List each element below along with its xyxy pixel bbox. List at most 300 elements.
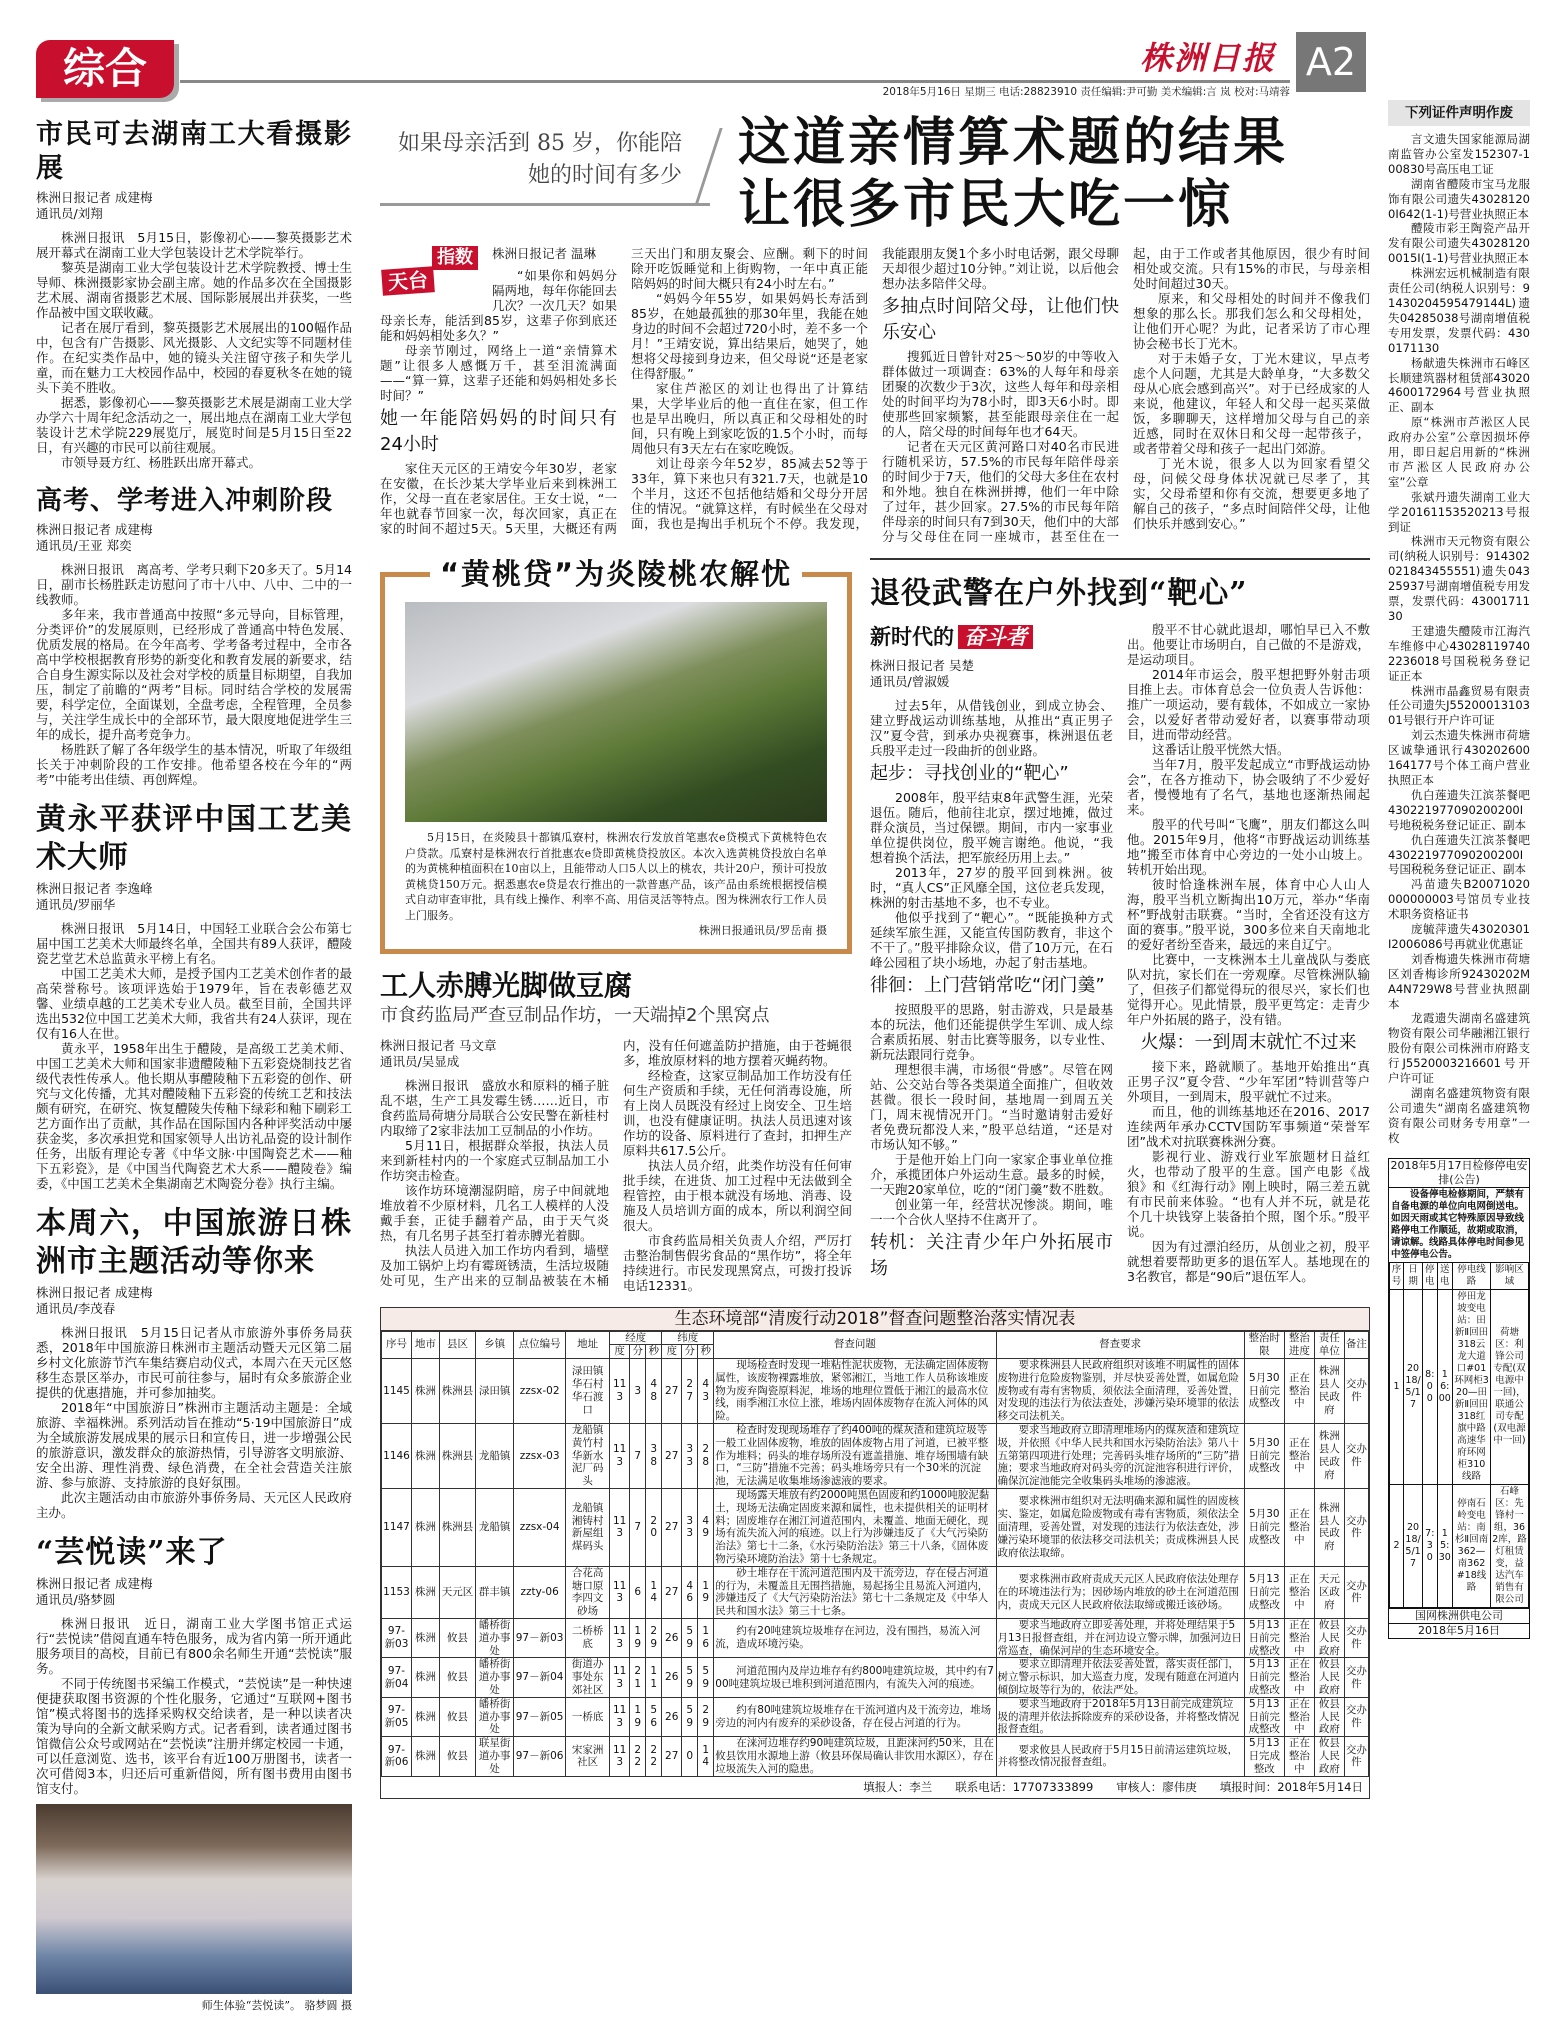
table-cell: 97－新05 [514, 1697, 566, 1736]
table-cell: 20 [646, 1489, 662, 1567]
news-brief [36, 1534, 352, 2014]
column-header: 地址 [566, 1331, 610, 1359]
column-header: 地市 [412, 1331, 440, 1359]
section-tag: 综合 [36, 40, 174, 98]
paragraph: 此次主题活动由市旅游外事侨务局、天元区人民政府主办。 [36, 1490, 352, 1520]
table-cell: 22 [630, 1737, 646, 1776]
table-cell: 交办件 [1344, 1737, 1368, 1776]
table-cell: 113 [610, 1619, 630, 1658]
column-badge [870, 622, 1113, 652]
column-header: 点位编号 [514, 1331, 566, 1359]
table-row [382, 1737, 1369, 1776]
column-label: 新时代的 [870, 625, 954, 649]
library-photo [36, 1804, 352, 1994]
table-row [382, 1424, 1369, 1489]
table-cell: 交办件 [1344, 1697, 1368, 1736]
paragraph: 湖南省醴陵市宝马龙服饰有限公司遗失430281200I642(1-1)号营业执照正本 [1388, 176, 1530, 221]
paragraph: 仇白莲遗失江滨茶餐吧430221977090200200I号地税税务登记证正、副本 [1388, 787, 1530, 832]
paragraph: 市食药监局相关负责人介绍，严厉打击整治制售假劣食品的“黑作坊”，将全年持续进行。市民发现黑窝点，可拨打投诉电话12331。 [623, 1232, 852, 1293]
subhead: 火爆：一到周末就忙不过来 [1140, 1032, 1357, 1053]
table-cell: 7:30 [1423, 1484, 1437, 1607]
power-company: 国网株洲供电公司 [1389, 1608, 1529, 1624]
table-cell: 要求当地政府于2018年5月13日前完成建筑垃圾的清理并依法拆除废弃的采砂设备，并将整改情况报督查组。 [996, 1697, 1244, 1736]
table-cell: 正在整治中 [1284, 1619, 1314, 1658]
table-cell: 停南石岭变电站：南杉Ⅱ回南362—南362#18线路 [1453, 1484, 1491, 1607]
subhead: 徘徊：上门营销常吃“闭门羹” [870, 975, 1105, 996]
column-header: 乡镇 [476, 1331, 514, 1359]
badge-label: 天台 [381, 266, 435, 296]
table-cell: 攸县 [440, 1619, 476, 1658]
table-cell: 97－新03 [514, 1619, 566, 1658]
paragraph: 2014年市运会，殷平想把野外射击项目推上去。市体育总会一位负责人告诉他：推广一项运动，要有载体，不如成立一家协会，以爱好者带动爱好者，以赛事带动项目，进而带动经营。 [1127, 667, 1370, 742]
subhead: 起步：寻找创业的“靶心” [870, 763, 1069, 784]
peach-orchard-photo [405, 602, 827, 822]
paragraph: 记者在天元区黄河路口对40名市民进行随机采访，57.5%的市民每年陪伴母亲的时间少于7天，他们的父母大多住在农村和外地。独自在株洲拼搏，他们一年中除了过年，甚少回家。27.5%的市民每年陪伴母亲的时间只有7到30天，他们中的大部分与父母住在同一座城市，甚至住在一起，由于工作或者其他原因，很少有时间相处或交流。只有15%的市民，与母亲相处时间超过30天。 [882, 246, 1370, 544]
paragraph: 醴陵市彩王陶瓷产品开发有限公司遗失430281200015I(1-1)号营业执照正本 [1388, 221, 1530, 266]
table-cell: 交办件 [1344, 1658, 1368, 1697]
table-cell: 97-新06 [382, 1737, 412, 1776]
paragraph: 影视行业、游戏行业军旅题材日益红火，也带动了殷平的生意。国产电影《战狼》和《红海行动》刚上映时，隔三差五就有市民前来体验。“也有人并不玩，就是花个几十块钱穿上装备拍个照，图个乐。”殷平说。 [1127, 1149, 1370, 1239]
paragraph: 株洲日报讯 近日，湖南工业大学图书馆正式运行“芸悦读”借阅直通车特色服务，成为省内第一所开通此服务项目的高校，目前已有800余名师生开通“芸悦读”服务。 [36, 1616, 352, 1676]
photo-credit: 株洲日报通讯员/罗岳南 摄 [698, 924, 827, 937]
lead-subhead: 她一年能陪妈妈的时间只有24小时 [380, 408, 617, 455]
table-cell: 26 [662, 1658, 682, 1697]
column-header: 秒 [698, 1345, 714, 1359]
subhead: 转机：关注青少年户外拓展市场 [870, 1232, 1113, 1279]
table-cell: 59 [698, 1658, 714, 1697]
veteran-article [870, 558, 1370, 1285]
paragraph: 株洲市晶鑫贸易有限责任公司遗失J5520001310301号银行开户许可证 [1388, 683, 1530, 728]
table-cell: 27 [682, 1359, 698, 1424]
paragraph: 株洲宏远机械制造有限责任公司(纳税人识别号：91430204595479144L)遗失04285038号湖南增值税专用发票，发票代码：4300171130 [1388, 266, 1530, 355]
byline: 株洲日报记者 马文章 [380, 1037, 497, 1053]
paragraph: 理想很丰满，市场很“骨感”。尽管在网站、公交站台等各类渠道全面推广，但收效甚微。很长一段时间，基地周一到周五关门，周末视情况开门。“当时邀请射击爱好者免费玩都没人来，”殷平总结道，“还是对市场认知不够。” [870, 1062, 1113, 1152]
table-cell: 2 [1390, 1484, 1404, 1607]
table-cell: 株洲县人民政府 [1314, 1359, 1344, 1424]
power-date: 2018年5月16日 [1418, 1623, 1500, 1637]
table-cell: 33 [682, 1489, 698, 1567]
table-cell: 113 [610, 1697, 630, 1736]
byline: 通讯员/刘翔 [36, 206, 103, 221]
table-cell: 97－新04 [514, 1658, 566, 1697]
column-header: 整治进度 [1284, 1331, 1314, 1359]
table-cell: zzsx-03 [514, 1424, 566, 1489]
table-cell: 5月13日前完成整改 [1244, 1566, 1284, 1618]
paragraph: 记者在展厅看到，黎英摄影艺术展展出的100幅作品中，包含有广告摄影、风光摄影、人文纪实等不同题材佳作。在纪实类作品中，她的镜头关注留守孩子和失学儿童，而在魅力工大校园作品中，校园的春夏秋冬在她的镜头下美不胜收。 [36, 320, 352, 395]
table-footer: 填报人：李兰 联系电话：17707333899 审核人：廖伟庚 填报时间：2018年5月14日 [863, 1779, 1363, 1794]
column-header: 停电 [1423, 1262, 1437, 1289]
column-header: 送电 [1437, 1262, 1452, 1289]
lead-article [380, 246, 1370, 544]
paragraph: 多年来，我市普通高中按照“多元导向，目标管理，分类评价”的发展原则，已经形成了普通高中特色发展、优质发展的格局。在今年高考、学考备考过程中，全市各高中学校根据教育形势的新变化和教育发展的新要求，结合自身生源实际以及社会对学校的质量目标期望，自我加压，制定了前瞻的“两考”目标。同时结合学校的发展需要，科学定位，全面谋划，全盘考虑，全程管理，全员参与，关注学生成长中的全部环节，最大限度地促进学生三年的成长，提升高考竞争力。 [36, 607, 352, 742]
table-cell: 27 [662, 1566, 682, 1618]
table-cell: 二桥桥底 [566, 1619, 610, 1658]
table-cell: 49 [698, 1489, 714, 1567]
byline: 通讯员/罗丽华 [36, 897, 116, 912]
table-cell: 14 [698, 1737, 714, 1776]
news-brief [36, 801, 352, 1191]
table-cell: 攸县人民政府 [1314, 1658, 1344, 1697]
table-cell: 株洲 [412, 1566, 440, 1618]
paragraph: 据悉，影像初心——黎英摄影艺术展是湖南工业大学办学六十周年纪念活动之一，展出地点在湖南工业大学包装设计艺术学院229展览厅，展览时间是5月15日至22日，有兴趣的市民可以前往观展。 [36, 395, 352, 455]
table-cell: 皤桥街道办事处 [476, 1697, 514, 1736]
lead-title: 这道亲情算术题的结果让很多市民大吃一惊 [738, 113, 1289, 235]
byline: 株洲日报记者 成建梅 [36, 1285, 153, 1300]
table-cell: 113 [610, 1566, 630, 1618]
table-cell: 19 [698, 1566, 714, 1618]
paragraph: 彼时恰逢株洲车展，体育中心人山人海，殷平当机立断掏出10万元，举办“华南杯”野战射击联赛。“当时，全省还没有这方面的赛事。”殷平说，300多位来自天南地北的爱好者纷至沓来，最远的来自辽宁。 [1127, 877, 1370, 952]
paragraph: 创业第一年，经营状况惨淡。期间，唯一一个合伙人坚持不住离开了。 [870, 1197, 1113, 1227]
eco-inspection-table [380, 1307, 1370, 1799]
table-cell: 113 [610, 1658, 630, 1697]
paragraph: 株洲日报讯 盛放水和原料的桶子脏乱不堪，生产工具发霉生锈……近日，市食药监局荷塘分局联合公安民警在新桂村内取缔了2家非法加工豆制品的小作坊。 [380, 1077, 609, 1138]
table-cell: 约有20吨建筑垃圾堆存在河边，没有围挡，易流入河流，造成环境污染。 [714, 1619, 996, 1658]
table-cell: 2018/5/17 [1404, 1484, 1423, 1607]
column-header: 秒 [646, 1345, 662, 1359]
table-cell: 5月13日前完成整改 [1244, 1697, 1284, 1736]
paragraph: 湖南名盛建筑物资有限公司遗失“湖南名盛建筑物资有限公司财务专用章”一枚 [1388, 1086, 1530, 1145]
table-cell: 株洲县 [440, 1489, 476, 1567]
paragraph: 原来，和父母相处的时间并不像我们想象的那么长。那我们怎么和父母相处，让他们开心呢？为此，记者采访了市心理协会秘书长丁光木。 [1133, 291, 1370, 351]
news-brief [36, 484, 352, 787]
table-cell: 交办件 [1344, 1489, 1368, 1567]
page-number: A2 [1296, 32, 1366, 92]
table-cell: 龙船镇 [476, 1489, 514, 1567]
table-cell: 要求株洲市政府责成天元区人民政府依法处理存在的环境违法行为；因砂场内堆放的砂土在河道范围内，责成天元区人民政府依法取缔或搬迁该砂场。 [996, 1566, 1244, 1618]
byline: 株洲日报记者 成建梅 [36, 522, 153, 537]
table-cell: 攸县 [440, 1697, 476, 1736]
table-cell: 株洲 [412, 1619, 440, 1658]
table-cell: 正在整治中 [1284, 1424, 1314, 1489]
byline: 株洲日报记者 李逸峰 [36, 881, 153, 896]
byline: 通讯员/曾淑媛 [870, 674, 950, 689]
paragraph: 这番话让殷平恍然大悟。 [1152, 742, 1290, 757]
table-cell: 株洲 [412, 1658, 440, 1697]
column-header: 度 [610, 1345, 630, 1359]
table-cell: 1146 [382, 1424, 412, 1489]
paragraph: 经检查，这家豆制品加工作坊没有任何生产资质和手续，无任何消毒设施，所有上岗人员既没有经过上岗安全、卫生培训，也没有健康证明。执法人员迅速对该作坊的设备、原料进行了查封，扣押生产原料共617.5公斤。 [623, 1067, 852, 1158]
paragraph: 殷平的代号叫“飞鹰”，朋友们都这么叫他。2015年9月，他将“市野战运动训练基地”搬至市体育中心旁边的一处小山坡上。转机开始出现。 [1127, 817, 1370, 877]
paragraph: 杨献遗失株洲市石峰区长顺建筑器材租赁部430204600172964号营业执照正、副本 [1388, 355, 1530, 415]
brief-title: 市民可去湖南工大看摄影展 [36, 119, 352, 184]
paragraph: 而且，他的训练基地还在2016、2017连续两年承办CCTV国防军事频道“荣誉军团”战术对抗联赛株洲分赛。 [1127, 1104, 1370, 1149]
table-cell: 攸县 [440, 1658, 476, 1697]
table-cell: zzsx-04 [514, 1489, 566, 1567]
paragraph: 执法人员进入加工作坊内看到，墙壁及加工锅炉上均有霉斑锈渍，生活垃圾随处可见，生产出来的豆制品被装在木桶内，没有任何遮盖防护措施，由于苍蝇很多，堆放原材料的地方摆着灭蝇药物。 [380, 1037, 852, 1288]
table-cell: 5月13日前完成整改 [1244, 1658, 1284, 1697]
column-label: 奋斗者 [958, 625, 1033, 649]
paragraph: 冯苗遗失B20071020000000003号馆员专业技术职务资格证书 [1388, 877, 1530, 922]
column-header: 备注 [1344, 1331, 1368, 1359]
tofu-subtitle: 市食药监局严查豆制品作坊，一天端掉2个黑窝点 [380, 1004, 770, 1026]
table-cell: 株洲 [412, 1697, 440, 1736]
paragraph: 该作坊环境潮湿阴暗，房子中间就地堆放着不少原材料，几名工人模样的人没戴手套，正徒手翻着产品，由于天气炎热，有几名男子甚至打着赤膊光着脚。 [380, 1182, 609, 1243]
paragraph: “妈妈今年55岁，如果妈妈长寿活到85岁，在她最孤独的那30年里，我能在她身边的时间不会超过720小时，差不多一个月！”王靖安说，算出结果后，她哭了，她想将父母接到身边来，但父母说“还是老家住得舒服。” [631, 291, 868, 381]
table-cell: 渌田镇 [476, 1359, 514, 1424]
table-cell: 正在整治中 [1284, 1737, 1314, 1776]
paragraph: 言文遗失国家能源局湖南监管办公室发152307-100830号高压电工证 [1388, 132, 1530, 176]
table-cell: 113 [610, 1359, 630, 1424]
table-cell: 19 [630, 1619, 646, 1658]
paragraph: 株洲市天元物资有限公司(纳税人识别号：914302021843455551)遗失04325937号湖南增值税专用发票，发票代码：4300171130 [1388, 534, 1530, 623]
table-cell: 石峰区：先锋村一组，362库，路灯租赁变，益达汽车销售有限公司 [1491, 1484, 1529, 1607]
peach-loan-frame [380, 557, 852, 954]
table-cell: 16:00 [1437, 1289, 1452, 1484]
paragraph: 株洲日报讯 5月15日记者从市旅游外事侨务局获悉，2018年中国旅游日株洲市主题活动暨天元区第二届乡村文化旅游节汽车集结赛启动仪式，本周六在天元区悠移生态景区举办，市民可前往参与，届时有众多旅游企业提供的优惠措施，并可参加抽奖。 [36, 1325, 352, 1400]
power-intro: 设备停电检修期间，严禁有自备电源的单位向电网倒送电。如因天雨或其它特殊原因导致线路停电工作顺延，故期或取消，请谅解。线路具体停电时间参见中签停电公告。 [1391, 1188, 1525, 1260]
paragraph: 庞毓萍遗失43020301I2006086号再就业优惠证 [1388, 922, 1530, 951]
table-cell: 27 [662, 1489, 682, 1567]
news-brief [36, 118, 352, 470]
column-header: 责任单位 [1314, 1331, 1344, 1359]
badge-label: 指数 [432, 246, 478, 270]
byline: 通讯员/吴显成 [380, 1053, 460, 1069]
news-brief [36, 1205, 352, 1520]
table-cell: 株洲 [412, 1359, 440, 1424]
table-cell: 97-新03 [382, 1619, 412, 1658]
paragraph: 株洲日报讯 5月14日，中国轻工业联合会公布第七届中国工艺美术大师最终名单，全国共有89人获评，醴陵瓷艺堂艺术总监黄永平榜上有名。 [36, 921, 352, 966]
paragraph: 龙霞遗失湖南名盛建筑物资有限公司华融湘江银行股份有限公司株洲市府路支行J5520003216601号开户许可证 [1388, 1011, 1530, 1086]
lead-byline: 株洲日报记者 温琳 [492, 246, 596, 261]
byline: 株洲日报记者 吴楚 [870, 658, 974, 673]
table-cell: 龙船镇 [476, 1424, 514, 1489]
brief-title: 黄永平获评中国工艺美术大师 [36, 802, 352, 875]
table-cell: 渌田镇华石村华石渡口 [566, 1359, 610, 1424]
table-row [382, 1489, 1369, 1567]
table-cell: 46 [682, 1566, 698, 1618]
table-cell: 56 [646, 1697, 662, 1736]
paragraph: 刘云杰遗失株洲市荷塘区诚挚通讯行430202600164177号个体工商户营业执照正本 [1388, 728, 1530, 787]
column-header: 序号 [1390, 1262, 1404, 1289]
column-header: 度 [662, 1345, 682, 1359]
byline: 通讯员/王亚 郑奕 [36, 538, 132, 553]
paragraph: 张斌丹遗失湖南工业大学20161153520213号报到证 [1388, 489, 1530, 534]
photo-caption: 师生体验“芸悦读”。 骆梦圆 摄 [201, 1999, 352, 2012]
caption-text: 5月15日，在炎陵县十都镇瓜寮村，株洲农行发放首笔惠农e贷模式下黄桃特色农户贷款。瓜寮村是株洲农行首批惠农e贷即黄桃贷投放区。本次入选黄桃贷投放白名单的为黄桃种植面积在10亩以上，且能带动人口5人以上的桃农，共计20户，预计可投放黄桃贷150万元。据悉惠农e贷是农行推出的一款普惠产品，该产品由系统根据授信模式自动审查审批，具有线上操作、利率不高、用信灵活等特点。图为株洲农行工作人员上门服务。 [405, 831, 827, 922]
newspaper-logo: 株洲日报 [1140, 39, 1277, 77]
paragraph: 2008年，殷平结束8年武警生涯，光荣退伍。随后，他前往北京，摆过地摊，做过群众演员，当过保镖。期间，市内一家事业单位提供岗位，殷平婉言谢绝。他说，“我想着换个活法，把军旅经历用上去。” [870, 790, 1113, 865]
table-cell: 59 [682, 1619, 698, 1658]
paragraph: 对于未婚子女，丁光木建议，早点考虑个人问题，尤其是大龄单身，“大多数父母从心底会感到高兴”。对于已经成家的人来说，他建议，年轻人和父母一起买菜做饭，多聊聊天，这样增加父母与自己的亲近感，同时在双休日和父母一起带孩子，或者带着父母和孩子一起出门郊游。 [1133, 351, 1370, 456]
table-cell: 天元区政府 [1314, 1566, 1344, 1618]
peach-title: “黄桃贷”为炎陵桃农解忧 [380, 556, 852, 592]
table-cell: 21 [630, 1658, 646, 1697]
byline: 株洲日报记者 成建梅 [36, 1576, 153, 1591]
table-cell: 街道办事处东郊社区 [566, 1658, 610, 1697]
column-header: 停电线路 [1453, 1262, 1491, 1289]
table-row [1390, 1484, 1529, 1607]
table-cell: zzty-06 [514, 1566, 566, 1618]
table-cell: 43 [698, 1359, 714, 1424]
table-cell: 攸县人民政府 [1314, 1697, 1344, 1736]
brief-title: “芸悦读”来了 [36, 1535, 228, 1570]
paragraph: 搜狐近日曾针对25～50岁的中等收入群体做过一项调查：63%的人每年和母亲团聚的次数少于3次，这些人每年和母亲相处的时间平均为78小时，即3天6小时。即使那些回家频繁，甚至能跟母亲住在一起的人，陪父母的时间每年也才64天。 [882, 349, 1119, 439]
power-outage-notice [1388, 1158, 1530, 1639]
paragraph: 不同于传统图书采编工作模式，“芸悦读”是一种快速便捷获取图书资源的个性化服务，它通过“互联网+图书馆”模式将图书的选择采购权交给读者，是一种以读者决策为导向的全新文献采购方式。记者看到，读者通过图书馆微信公众号或网站在“芸悦读”注册并绑定校园一卡通，可以任意浏览、选书，该平台有近100万册图书，读者一次可借阅3本，归还后可重新借阅，所有图书费用由图书馆支付。 [36, 1676, 352, 1796]
table-cell: 1153 [382, 1566, 412, 1618]
table-cell: 97-新05 [382, 1697, 412, 1736]
table-cell: 攸县人民政府 [1314, 1619, 1344, 1658]
paragraph: “如果你和妈妈分隔两地，每年你能回去几次？一次几天？如果母亲长寿，能活到85岁，这辈子你到底还能和妈妈相处多久？” [380, 268, 618, 343]
table-cell: 5月13日完成整改 [1244, 1737, 1284, 1776]
paragraph: 黎英是湖南工业大学包装设计艺术学院教授、博士生导师、株洲摄影家协会副主席。她的作品多次在全国摄影艺术展、湖南省摄影艺术展、国际影展展出并获奖，一些作品被中国文联收藏。 [36, 260, 352, 320]
paragraph: 因为有过漂泊经历，从创业之初，殷平就想着要帮助更多的退伍军人。基地现在的3名教官，都是“90后”退伍军人。 [1127, 1239, 1370, 1284]
table-cell: 株洲 [412, 1737, 440, 1776]
table-cell: 龙船镇黄竹村华新水泥厂码头 [566, 1424, 610, 1489]
table-cell: 15:30 [1437, 1484, 1452, 1607]
table-cell: 交办件 [1344, 1424, 1368, 1489]
paragraph: 5月11日，根据群众举报，执法人员来到新桂村内的一个家庭式豆制品加工小作坊突击检查。 [380, 1137, 609, 1183]
table-cell: 48 [646, 1359, 662, 1424]
table-cell: 要求当地政府立即清理堆场内的煤灰渣和建筑垃圾，并依照《中华人民共和国水污染防治法》第八十五第第四项进行处理；完善码头堆存场所的“三防”措施；要求当地政府对码头旁的沉淀池容积进行评价，确保沉淀池能完全收集码头堆场的渗滤液。 [996, 1424, 1244, 1489]
table-cell: 14 [646, 1566, 662, 1618]
paragraph: 过去5年，从借钱创业，到成立协会、建立野战运动训练基地，从推出“真正男子汉”夏令营，到承办央视赛事，株洲退伍老兵殷平走过一段曲折的创业路。 [870, 698, 1113, 758]
table-cell: 株洲县人民政府 [1314, 1489, 1344, 1567]
table-cell: 7 [630, 1489, 646, 1567]
paragraph: 比赛中，一支株洲本土儿童战队与娄底队对抗，家长们在一旁观摩。尽管株洲队输了，但孩子们都觉得玩的很尽兴，家长们也觉得开心。见此情景，殷平更笃定：走青少年户外拓展的路子，没有错。 [1127, 952, 1370, 1027]
header-rule [180, 80, 1290, 83]
table-cell: 株洲 [412, 1489, 440, 1567]
paragraph: 母亲节刚过，网络上一道“亲情算术题”让很多人感慨万千，甚至泪流满面——“算一算，这辈子还能和妈妈相处多长时间？” [380, 343, 617, 403]
table-cell: 砂土堆存在干流河道范围内及干流旁边，存在侵占河道的行为，未覆盖且无围挡措施，易起扬尘且易流入河道内，涉嫌违反了《大气污染防治法》第七十二条规定及《中华人民共和国水法》第三十七条。 [714, 1566, 996, 1618]
table-cell: 正在整治中 [1284, 1697, 1314, 1736]
column-header: 督查要求 [996, 1331, 1244, 1359]
table-cell: 1145 [382, 1359, 412, 1424]
paragraph: 刘香梅遗失株洲市荷塘区刘香梅诊所92430202MA4N729W8号营业执照副本 [1388, 951, 1530, 1011]
table-cell: 27 [662, 1737, 682, 1776]
table-cell: 在涞河边堆存约90吨建筑垃圾，且距涞河约50米，且在攸县饮用水源地上游（攸县环保局确认非饮用水源区），存在垃圾流失入河的隐患。 [714, 1737, 996, 1776]
table-cell: 5月13日前完成整改 [1244, 1619, 1284, 1658]
paragraph: 他似乎找到了“靶心”。“既能换种方式延续军旅生涯，又能宣传国防教育，非这个不干了。”殷平排除众议，借了10万元，在石峰公园租了块小场地，办起了射击基地。 [870, 910, 1113, 970]
table-cell: 0 [682, 1737, 698, 1776]
paragraph: 执法人员介绍，此类作坊没有任何审批手续，在进货、加工过程中无法做到全程管控，由于根本就没有场地、消毒、设施及人员培训方面的成本，所以利润空间很大。 [623, 1157, 852, 1233]
column-header: 分 [682, 1345, 698, 1359]
table-cell: 28 [698, 1424, 714, 1489]
right-column [1388, 100, 1530, 1639]
table-cell: 29 [646, 1619, 662, 1658]
table-cell: 联星街道办事处 [476, 1737, 514, 1776]
table-cell: 22 [646, 1737, 662, 1776]
column-header: 分 [630, 1345, 646, 1359]
table-cell: 正在整治中 [1284, 1566, 1314, 1618]
tiantai-index-badge [380, 246, 486, 296]
table-cell: 龙船镇湘铸村新屋组煤码头 [566, 1489, 610, 1567]
table-cell: 2018/5/17 [1404, 1289, 1423, 1484]
table-cell: 要求株洲县人民政府组织对该堆不明属性的固体废物进行危险废物鉴别，并尽快妥善处置，如属危险废物或有毒有害物质，须依法全面清理，妥善处置，对发现的违法行为依法查处，涉嫌污染环境罪的依法移交司法机关。 [996, 1359, 1244, 1424]
paragraph: 于是他开始上门向一家家企事业单位推介，承揽团体户外运动生意。最多的时候，一天跑20家单位，吃的“闭门羹”数不胜数。 [870, 1152, 1113, 1197]
table-cell: 8:00 [1423, 1289, 1437, 1484]
brief-title: 高考、学考进入冲刺阶段 [36, 486, 334, 516]
table-cell: 要求株洲市组织对无法明确来源和属性的固废核实、鉴定，如属危险废物或有毒有害物质，须依法全面清理，妥善处置，对发现的违法行为依法查处，涉嫌污染环境罪的依法移交司法机关；责成株洲县人民政府依法取缔。 [996, 1489, 1244, 1567]
table-cell: 合花高塘口原李四文砂场 [566, 1566, 610, 1618]
table-cell: 株洲县 [440, 1424, 476, 1489]
table-cell: 株洲 [412, 1424, 440, 1489]
table-cell: 29 [698, 1697, 714, 1736]
veteran-title: 退役武警在户外找到“靶心” [870, 576, 1248, 611]
paragraph: 王建遗失醴陵市江海汽车维修中心430281197402236018号国税税务登记证正本 [1388, 623, 1530, 683]
column-header: 经度 [610, 1331, 662, 1345]
table-cell: 株洲县人民政府 [1314, 1424, 1344, 1489]
table-row [382, 1359, 1369, 1424]
table-cell: 皤桥街道办事处 [476, 1658, 514, 1697]
paragraph: 株洲日报讯 5月15日，影像初心——黎英摄影艺术展开幕式在湖南工业大学包装设计艺术学院举行。 [36, 230, 352, 260]
table-row [382, 1697, 1369, 1736]
power-title: 2018年5月17日检修停电安排(公告) [1390, 1158, 1528, 1186]
table-cell: 113 [610, 1424, 630, 1489]
table-cell: 交办件 [1344, 1359, 1368, 1424]
table-cell: 59 [682, 1697, 698, 1736]
tofu-article [380, 968, 852, 1293]
table-cell: 1 [1390, 1289, 1404, 1484]
brief-title: 本周六，中国旅游日株洲市主题活动等你来 [36, 1206, 352, 1279]
paragraph: 殷平不甘心就此退却，哪怕早已入不敷出。他要让市场明白，自己做的不是游戏，是运动项目。 [1127, 622, 1370, 667]
table-cell: 攸县人民政府 [1314, 1737, 1344, 1776]
table-cell: 株洲县 [440, 1359, 476, 1424]
table-cell: 97－新06 [514, 1737, 566, 1776]
table-row [382, 1566, 1369, 1618]
table-cell: 3 [630, 1359, 646, 1424]
table-cell: 7 [630, 1424, 646, 1489]
column-header: 日期 [1404, 1262, 1423, 1289]
table-cell: 现场检查时发现一堆粘性泥状废物，无法确定固体废物属性，该废物裸露堆放，紧邻湘江，当地工作人员称该堆废物为废弃陶瓷原料泥，堆场的地理位置低于湘江的最高水位线，雨季湘江水位上涨，堆场内固体废物存在流入河体的风险。 [714, 1359, 996, 1424]
table-cell: 5月30日前完成整改 [1244, 1424, 1284, 1489]
divider [870, 558, 1370, 560]
table-row [382, 1658, 1369, 1697]
table-cell: 38 [646, 1424, 662, 1489]
paragraph: 仇白莲遗失江滨茶餐吧430221977090200200I号国税税务登记证正、副本 [1388, 832, 1530, 877]
column-header: 督查问题 [714, 1331, 996, 1359]
table-cell: 16 [698, 1619, 714, 1658]
table-row [382, 1619, 1369, 1658]
table-cell: 一桥底 [566, 1697, 610, 1736]
byline: 通讯员/骆梦圆 [36, 1592, 116, 1607]
paragraph: 家住芦淞区的刘让也得出了计算结果，大学毕业后的他一直住在家，但工作也是早出晚归，所以真正和父母相处的时间，只有晚上到家吃饭的1.5个小时，而每周他只有3天左右在家吃晚饭。 [631, 381, 868, 456]
paragraph: 黄永平，1958年出生于醴陵，是高级工艺美术师、中国工艺美术大师和国家非遗醴陵釉下五彩瓷烧制技艺省级代表性传承人。他长期从事醴陵釉下五彩瓷的创作、研究与文化传播，尤其对醴陵釉下五彩瓷的传统工艺和技法颇有研究，在研究、恢复醴陵失传釉下绿彩和釉下刷彩工艺方面作出了贡献，其作品在国际国内各种评奖活动中屡获金奖，多次承担党和国家领导人出访礼品瓷的设计制作任务，出版有理论专著《中华文脉·中国陶瓷艺术——釉下五彩瓷》，是《中国当代陶瓷艺术大系——醴陵卷》编委，《中国工艺美术全集湖南艺术陶瓷分卷》执行主编。 [36, 1041, 352, 1191]
table-cell: 113 [610, 1737, 630, 1776]
paragraph: 按照殷平的思路，射击游戏，只是最基本的玩法，他们还能提供学生军训、成人综合素质拓展、射击比赛等服务，以专业性、新玩法跟同行竞争。 [870, 1002, 1113, 1062]
table-cell: 现场露天堆放有约2000吨黑色固废和约1000吨胶泥黏土，现场无法确定固废来源和属性，也未提供相关的证明材料；固废堆存在湘江河道范围内，未覆盖、地面无硬化，现场有流失流入河的痕迹。以上行为涉嫌违反了《大气污染防治法》第七十二条，《水污染防治法》第三十八条，《固体废物污染环境防治法》第十七条规定。 [714, 1489, 996, 1567]
paragraph: 接下来，路就顺了。基地开始推出“真正男子汉”夏令营、“少年军团”特训营等户外项目，一到周末，殷平就忙不过来。 [1127, 1059, 1370, 1104]
table-cell: 停田龙坡变电站：田新Ⅱ回田318云龙大道口#01环网柜320—田新Ⅱ回田318红旗中路高速华府环网柜310线路 [1453, 1289, 1491, 1484]
table-cell: 约有80吨建筑垃圾堆存在干流河道内及干流旁边，堆场旁边的河内有废弃的采砂设备，存在侵占河道的行为。 [714, 1697, 996, 1736]
paragraph: 2018年“中国旅游日”株洲市主题活动主题是：全域旅游、幸福株洲。系列活动旨在推动“5·19中国旅游日”成为全域旅游发展成果的展示日和宣传日，进一步增强公民的旅游意识，激发群众的旅游热情，引导游客文明旅游、安全出游、理性消费、绿色消费，在全社会营造关注旅游、参与旅游、支持旅游的良好氛围。 [36, 1400, 352, 1490]
table-cell: zzsx-02 [514, 1359, 566, 1424]
byline: 株洲日报记者 成建梅 [36, 190, 153, 205]
paragraph: 杨胜跃了解了各年级学生的基本情况，听取了年级组长关于冲刺阶段的工作安排。他希望各校在今年的“两考”中能考出佳绩、再创辉煌。 [36, 742, 352, 787]
column-header: 序号 [382, 1331, 412, 1359]
table-cell: 交办件 [1344, 1619, 1368, 1658]
table-cell: 6 [630, 1566, 646, 1618]
table-cell: 荷塘区：利锋公司专配(双电源中一回)，联通公司专配(双电源中一回) [1491, 1289, 1529, 1484]
table-cell: 正在整治中 [1284, 1359, 1314, 1424]
table-cell: 正在整治中 [1284, 1489, 1314, 1567]
table-cell: 26 [662, 1697, 682, 1736]
table-cell: 11 [646, 1658, 662, 1697]
table-cell: 5月30日前完成整改 [1244, 1489, 1284, 1567]
table-cell: 交办件 [1344, 1566, 1368, 1618]
paragraph: 丁光木说，很多人以为回家看望父母，问候父母身体状况就已尽孝了，其实，父母希望和你有交流，想要更多地了解自己的孩子，“多点时间陪伴父母，让他们快乐并感到安心。” [1133, 456, 1370, 531]
paragraph: 市领导聂方红、杨胜跃出席开幕式。 [61, 455, 262, 470]
center-area [380, 246, 1370, 1799]
paragraph: 家住天元区的王靖安今年30岁，老家在安徽，在长沙某大学毕业后来到株洲工作，父母一直在老家居住。王女士说，“一年也就春节回家一次，每次回家，真正在家的时间不超过5天。5天里，大概还有两三天出门和朋友聚会、应酬。剩下的时间除开吃饭睡觉和上街购物，一年中真正能陪妈妈的时间大概只有24小时左右。” [380, 246, 868, 536]
table-cell: 检查时发现现场堆存了约400吨的煤灰渣和建筑垃圾等一般工业固体废物，堆放的固体废物占用了河道，已被平整作为堆料；码头的堆存场所没有遮盖措施、堆存场围墙有缺口，“三防”措施不完善；码头堆场旁只有一个30米的沉淀池，无法满足收集堆场渗滤液的要求。 [714, 1424, 996, 1489]
table-cell: 27 [662, 1359, 682, 1424]
byline: 通讯员/李茂春 [36, 1301, 116, 1316]
paragraph: 当年7月，殷平发起成立“市野战运动协会”，在各方推动下，协会吸纳了不少爱好者，慢慢地有了名气，基地也逐渐热闹起来。 [1127, 757, 1370, 817]
table-row [1390, 1289, 1529, 1484]
column-header: 影响区域 [1491, 1262, 1529, 1289]
table-cell: 59 [682, 1658, 698, 1697]
